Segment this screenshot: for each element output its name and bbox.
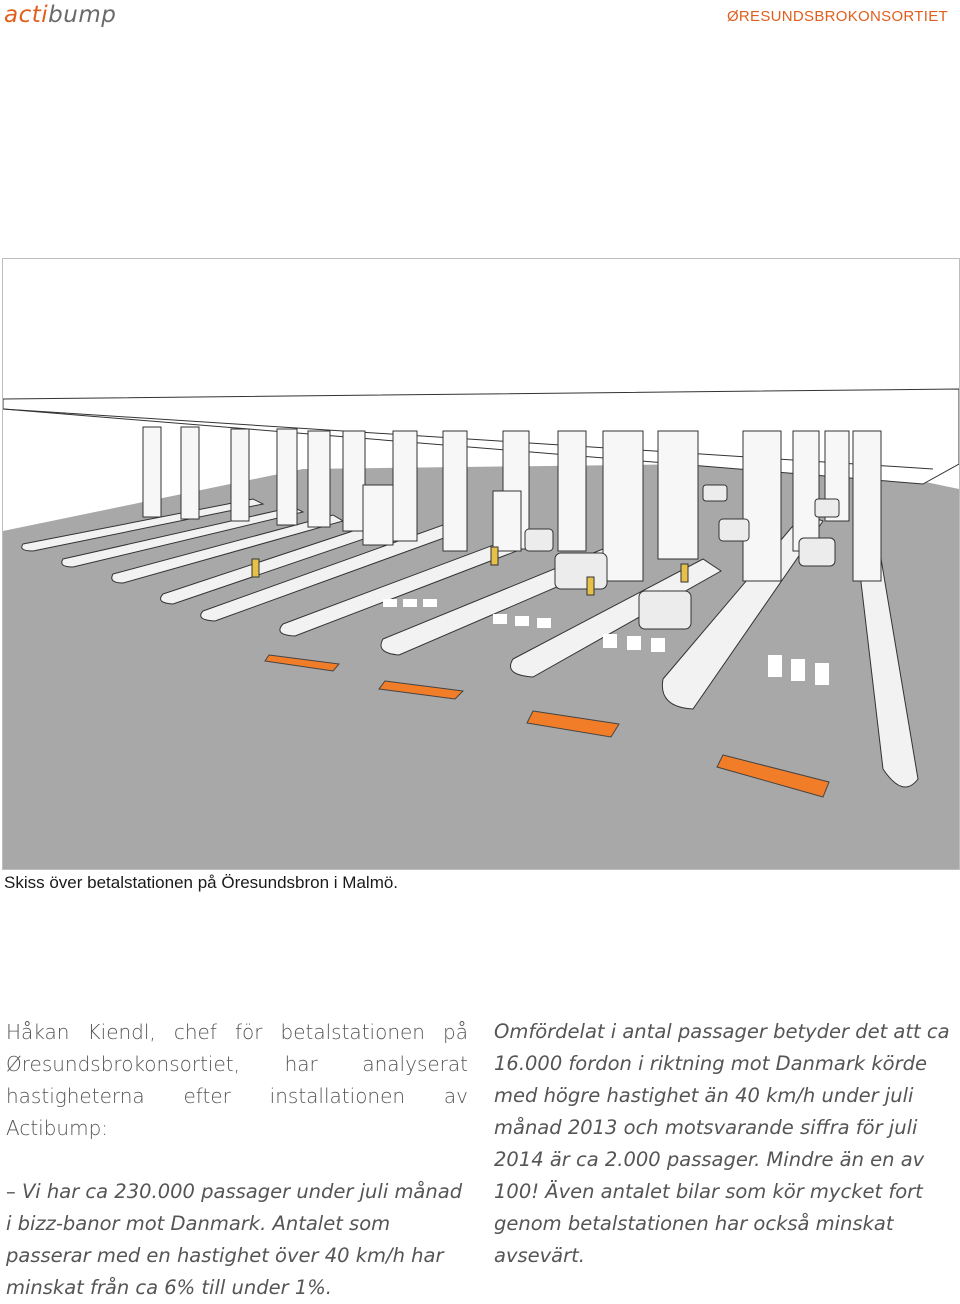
article-left-column (6, 1016, 468, 1304)
article-intro: Håkan Kiendl, chef för betalstationen på Øresundsbrokonsortiet, har analyserat hastigheterna efter installationen av Actibump: (6, 1020, 468, 1140)
actibump-logo (4, 2, 116, 28)
article-right-column (494, 1016, 956, 1272)
article-quote: – Vi har ca 230.000 passager under juli månad i bizz-banor mot Danmark. Antalet som passerar med en hastighet över 40 km/h har minskat från ca 6% till under 1%. (6, 1180, 463, 1299)
logo-acti-text: acti (4, 2, 49, 28)
article-continuation: Omfördelat i antal passager betyder det att ca 16.000 fordon i riktning mot Danmark körde med högre hastighet än 40 km/h under juli månad 2013 och motsvarande siffra för juli 2014 är ca 2.000 passager. Mindre än en av 100! Även antalet bilar som kör mycket fort genom betalstationen har också minskat avsevärt. (494, 1020, 950, 1267)
sketch-illustration (3, 259, 959, 869)
logo-bump-text: bump (48, 2, 117, 28)
toll-station-sketch (2, 258, 960, 870)
organization-name: ØRESUNDSBROKONSORTIET (726, 8, 948, 25)
figure-caption: Skiss över betalstationen på Öresundsbron i Malmö. (4, 873, 399, 892)
